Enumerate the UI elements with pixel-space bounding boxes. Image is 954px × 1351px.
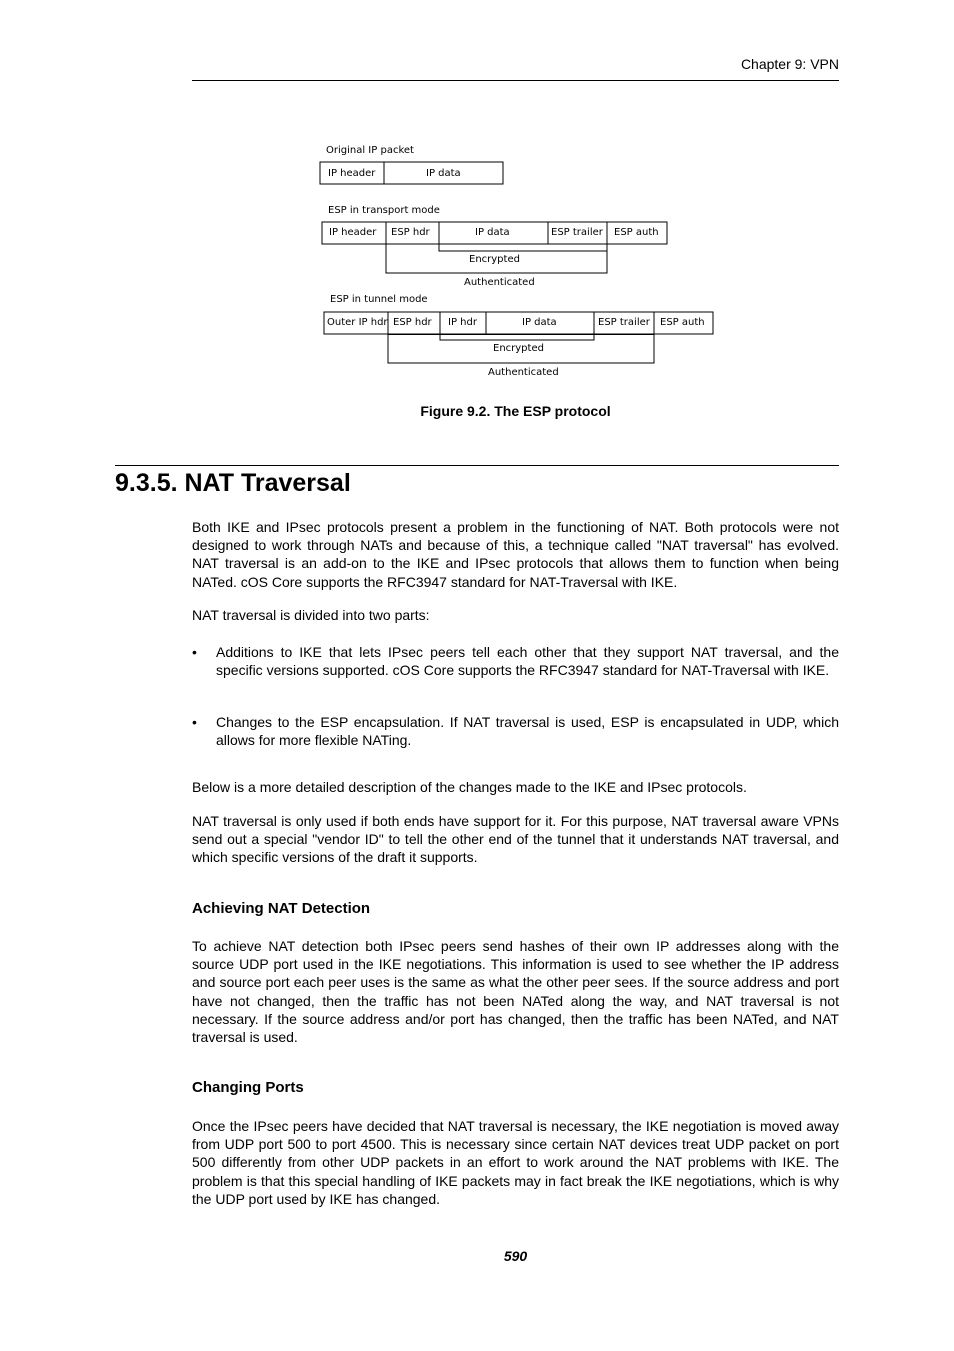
esp-protocol-diagram <box>310 138 730 388</box>
tunnel-ip-data: IP data <box>522 317 557 328</box>
transport-ip-data: IP data <box>475 227 510 238</box>
transport-esp-auth: ESP auth <box>614 227 659 238</box>
transport-encrypted: Encrypted <box>469 254 520 265</box>
paragraph-changing-ports: Once the IPsec peers have decided that NAT traversal is necessary, the IKE negotiation is moved away from UDP port 500 to port 4500. This is necessary since certain NAT devices treat UDP packet on port 500 differently from other UDP packets in an effort to work around the NAT problems with IKE. The problem is that this special handling of IKE packets may in fact break the IKE negotiations, which is why the UDP port used by IKE has changed. <box>192 1118 839 1207</box>
transport-authenticated: Authenticated <box>464 277 535 288</box>
original-ip-header: IP header <box>328 168 376 179</box>
page-header <box>192 55 839 81</box>
tunnel-ip-hdr: IP hdr <box>448 317 477 328</box>
paragraph-intro: Both IKE and IPsec protocols present a problem in the functioning of NAT. Both protocols were not designed to work through NATs and because of this, a technique called "NAT traversal" has evolved. NAT traversal is an add-on to the IKE and IPsec protocols that allows them to function when being NATed. cOS Core supports the RFC3947 standard for NAT-Traversal with IKE. <box>192 519 839 590</box>
tunnel-outer-ip-hdr: Outer IP hdr <box>327 317 388 328</box>
section-divider <box>115 465 839 466</box>
section-title: 9.3.5. NAT Traversal <box>115 469 351 497</box>
page-number: 590 <box>503 1248 528 1264</box>
transport-title: ESP in transport mode <box>328 205 440 216</box>
subheading-changing-ports: Changing Ports <box>192 1079 304 1096</box>
bullet-text: Additions to IKE that lets IPsec peers tell each other that they support NAT traversal, and the specific versions supported. cOS Core supports the RFC3947 standard for NAT-Traversal with IKE. <box>216 644 839 679</box>
bullet-marker: • <box>192 644 197 660</box>
transport-esp-trailer: ESP trailer <box>551 227 603 238</box>
tunnel-esp-hdr: ESP hdr <box>393 317 432 328</box>
chapter-title: Chapter 9: VPN <box>740 56 839 72</box>
bullet-text: Changes to the ESP encapsulation. If NAT traversal is used, ESP is encapsulated in UDP, which allows for more flexible NATing. <box>216 714 839 749</box>
tunnel-esp-trailer: ESP trailer <box>598 317 650 328</box>
paragraph-vendor-id: NAT traversal is only used if both ends have support for it. For this purpose, NAT traversal aware VPNs send out a special "vendor ID" to tell the other end of the tunnel that it understands NAT traversal, and which specific versions of the draft it supports. <box>192 813 839 866</box>
tunnel-authenticated: Authenticated <box>488 367 559 378</box>
tunnel-encrypted: Encrypted <box>493 343 544 354</box>
paragraph-parts: NAT traversal is divided into two parts: <box>192 607 430 623</box>
tunnel-esp-auth: ESP auth <box>660 317 705 328</box>
transport-esp-hdr: ESP hdr <box>391 227 430 238</box>
figure-caption: Figure 9.2. The ESP protocol <box>420 403 611 419</box>
bullet-marker: • <box>192 714 197 730</box>
transport-encrypted-bracket <box>439 244 607 251</box>
paragraph-nat-detection: To achieve NAT detection both IPsec peers send hashes of their own IP addresses along with the source UDP port used in the IKE negotiations. This information is used to see whether the IP address and source port each peer uses is the same as what the other peer sees. If the source address and port have not changed, then the traffic has not been NATed along the way, and NAT traversal is not necessary. If the source address and/or port has changed, then the traffic has been NATed, and NAT traversal is used. <box>192 938 839 1046</box>
transport-ip-header: IP header <box>329 227 377 238</box>
subheading-nat-detection: Achieving NAT Detection <box>192 900 371 917</box>
original-ip-data: IP data <box>426 168 461 179</box>
paragraph-below: Below is a more detailed description of the changes made to the IKE and IPsec protocols. <box>192 779 747 795</box>
original-title: Original IP packet <box>326 145 414 156</box>
tunnel-title: ESP in tunnel mode <box>330 294 428 305</box>
